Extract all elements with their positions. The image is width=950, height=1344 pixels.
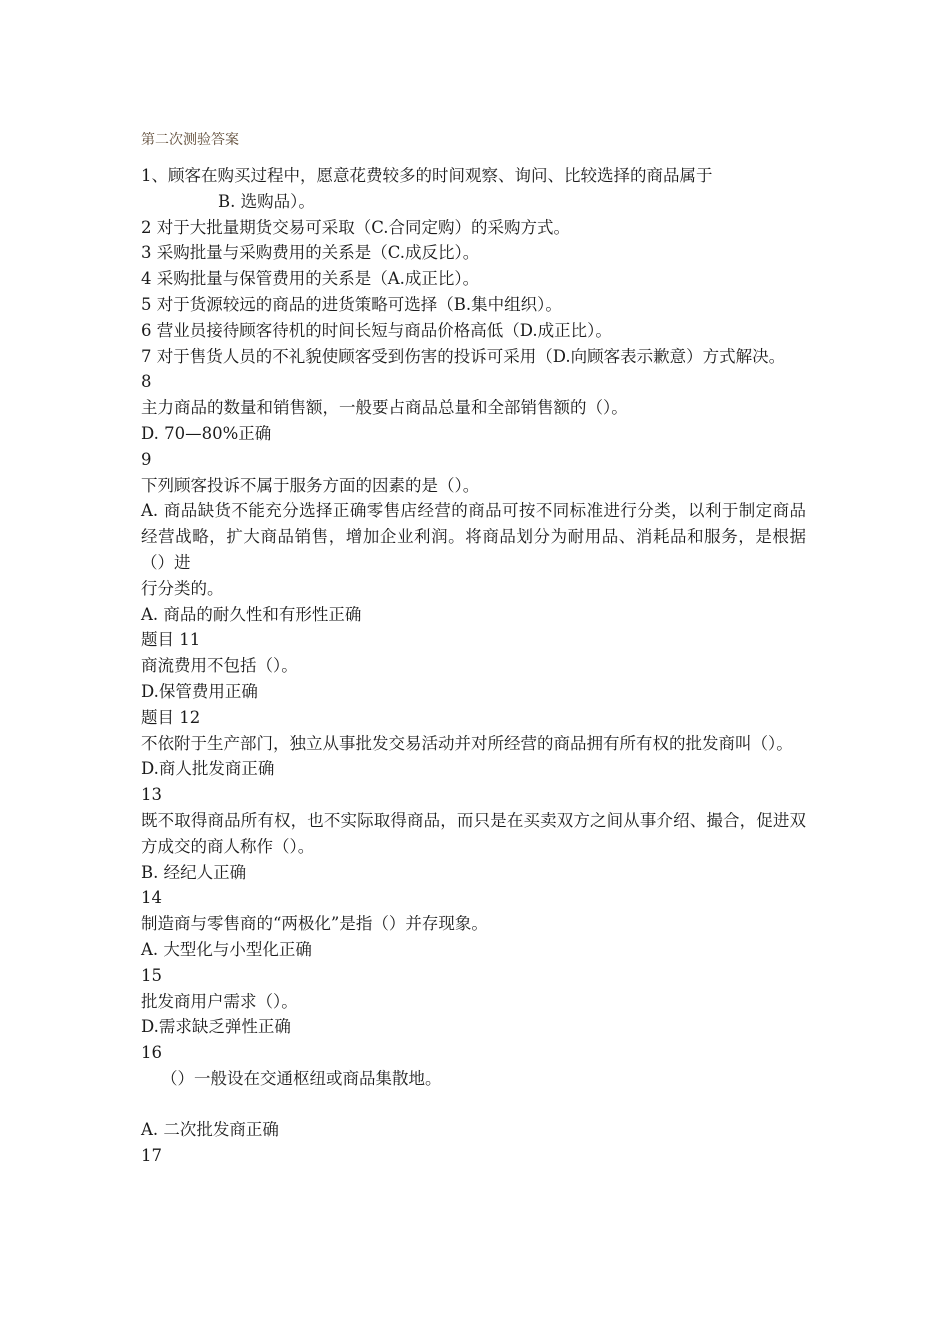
question-16-text: （）一般设在交通枢纽或商品集散地。 [161,1068,442,1088]
question-15-answer: D.需求缺乏弹性正确 [141,1017,291,1037]
question-7-line: 7 对于售货人员的不礼貌使顾客受到伤害的投诉可采用（D.向顾客表示歉意）方式解决。 [141,346,786,366]
question-1-text: 1、顾客在购买过程中，愿意花费较多的时间观察、询问、比较选择的商品属于 [141,166,713,185]
document-title: 第二次测验答案 [141,132,239,148]
question-9-answer-and-question-10-text: A. 商品缺货不能充分选择正确零售店经营的商品可按不同标准进行分类，以利于制定商品经营战略，扩大商品销售，增加企业利润。将商品划分为耐用品、消耗品和服务，是根据（）进 [141,501,806,572]
question-15-number: 15 [141,965,162,985]
question-11-number: 题目 11 [141,630,201,650]
question-4-line: 4 采购批量与保管费用的关系是（A.成正比）。 [141,269,480,289]
question-9-text: 下列顾客投诉不属于服务方面的因素的是（）。 [141,475,480,495]
question-13-answer: B. 经纪人正确 [141,862,247,882]
question-9-number: 9 [141,449,152,469]
question-10-text-continued: 行分类的。 [141,578,224,598]
question-14-number: 14 [141,888,162,908]
question-1-answer: B. 选购品）。 [218,191,315,211]
question-15-text: 批发商用户需求（）。 [141,991,298,1011]
question-8-answer: D. 70—80%正确 [141,423,272,443]
question-16-number: 16 [141,1043,162,1063]
question-6-line: 6 营业员接待顾客待机的时间长短与商品价格高低（D.成正比）。 [141,320,612,340]
question-13-text: 既不取得商品所有权，也不实际取得商品，而只是在买卖双方之间从事介绍、撮合，促进双方成交的商人称作（）。 [141,810,806,856]
question-14-text: 制造商与零售商的“两极化”是指（）并存现象。 [141,914,488,934]
question-14-answer: A. 大型化与小型化正确 [141,939,312,959]
question-11-text: 商流费用不包括（）。 [141,656,298,676]
question-3-line: 3 采购批量与采购费用的关系是（C.成反比）。 [141,243,480,263]
document-body [141,163,806,1169]
question-10-answer: A. 商品的耐久性和有形性正确 [141,604,362,624]
document-page [141,0,811,1344]
question-8-text: 主力商品的数量和销售额，一般要占商品总量和全部销售额的（）。 [141,398,628,418]
question-16-answer: A. 二次批发商正确 [141,1120,279,1140]
question-13-number: 13 [141,785,162,805]
question-11-answer: D.保管费用正确 [141,681,258,701]
question-12-answer: D.商人批发商正确 [141,759,275,779]
question-12-text: 不依附于生产部门，独立从事批发交易活动并对所经营的商品拥有所有权的批发商叫（）。 [141,733,793,753]
question-12-number: 题目 12 [141,707,201,727]
question-17-number: 17 [141,1146,162,1166]
question-8-number: 8 [141,372,152,392]
question-2-line: 2 对于大批量期货交易可采取（C.合同定购）的采购方式。 [141,217,571,237]
question-5-line: 5 对于货源较远的商品的进货策略可选择（B.集中组织）。 [141,294,562,314]
